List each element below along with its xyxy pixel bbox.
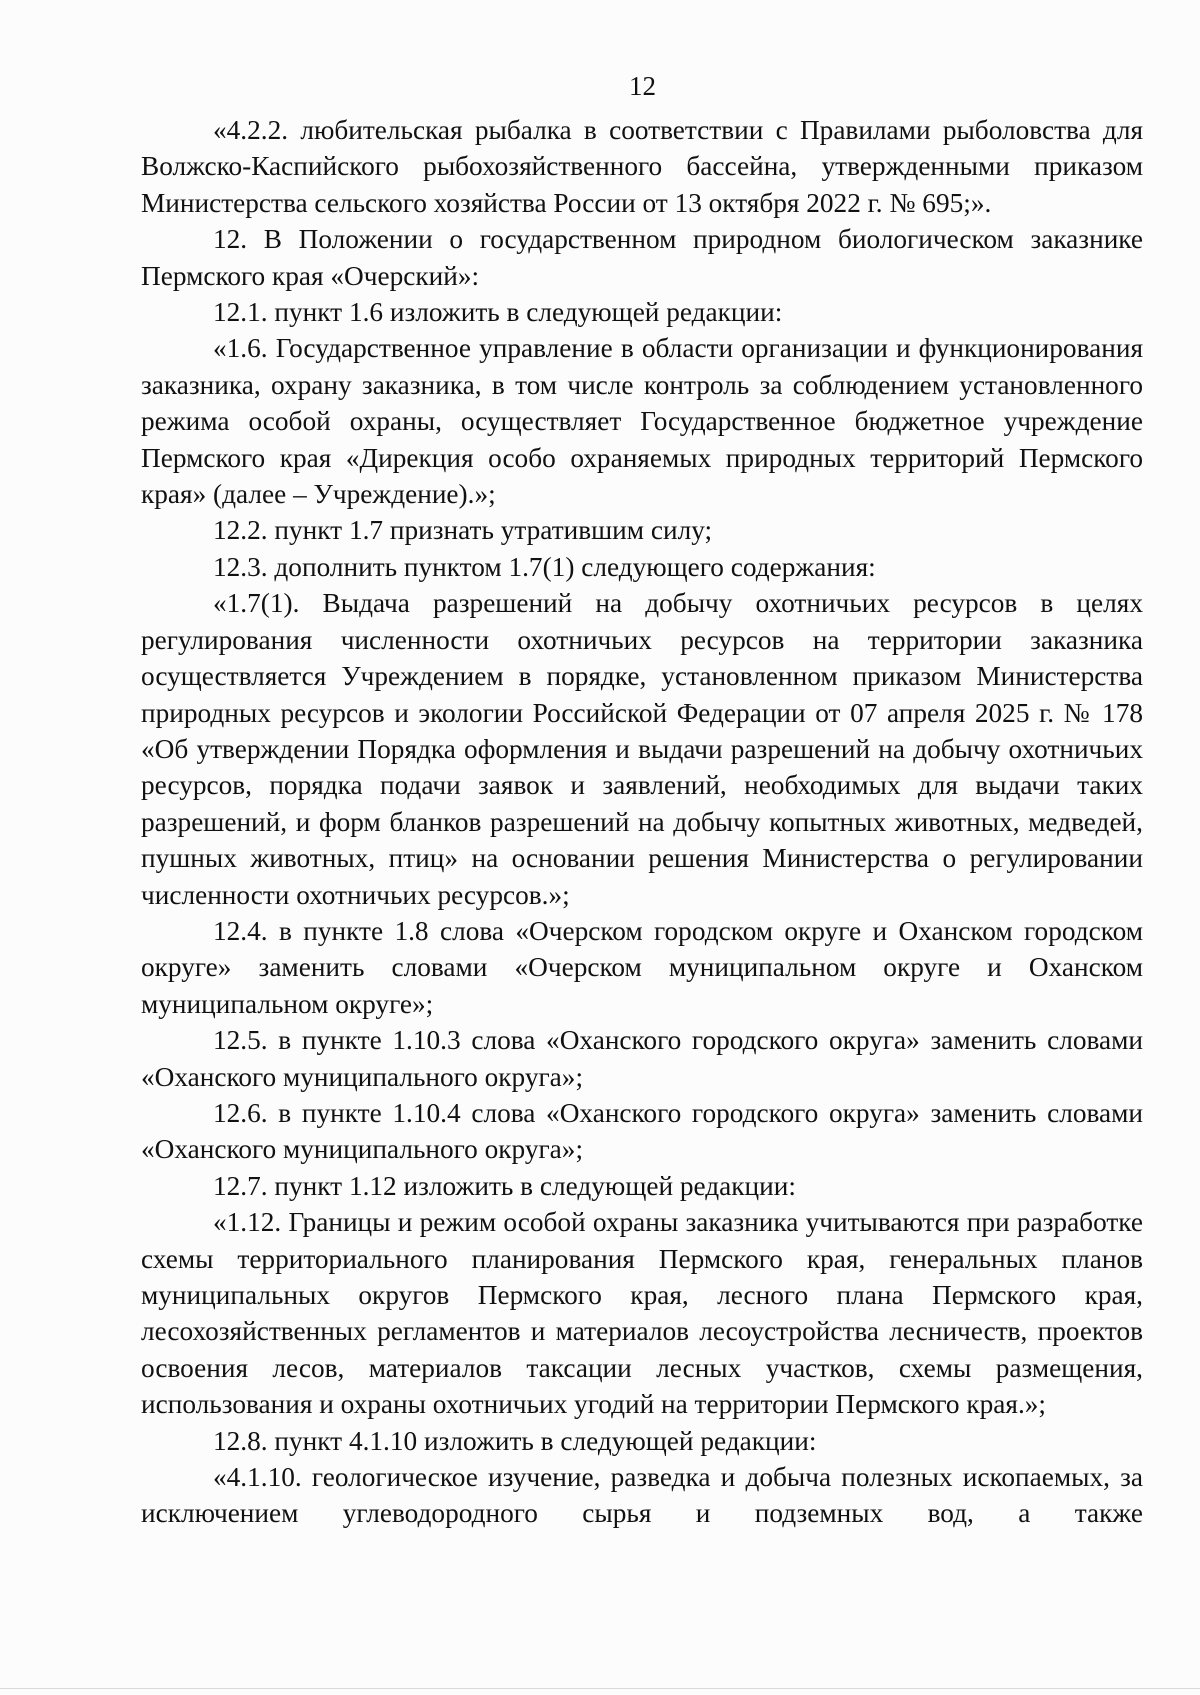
paragraph-4-2-2: «4.2.2. любительская рыбалка в соответствии с Правилами рыболовства для Волжско-Каспийского рыбохозяйственного бассейна, утвержденными приказом Министерства сельского хозяйства России от 13 октября 2022 г. № 695;».: [141, 115, 1143, 218]
paragraph-12-3: 12.3. дополнить пунктом 1.7(1) следующего содержания:: [213, 551, 876, 582]
paragraph-12-2: 12.2. пункт 1.7 признать утратившим силу;: [213, 515, 713, 546]
paragraph-12-6: 12.6. в пункте 1.10.4 слова «Оханского городского округа» заменить словами «Оханского муниципального округа»;: [141, 1097, 1143, 1165]
paragraph-12-5: 12.5. в пункте 1.10.3 слова «Оханского городского округа» заменить словами «Оханского муниципального округа»;: [141, 1025, 1143, 1092]
paragraph-1-7-1-text: «1.7(1). Выдача разрешений на добычу охотничьих ресурсов в целях регулирования численности охотничьих ресурсов на территории заказника осуществляется Учреждением в порядке, установленном приказом Министерства природных ресурсов и экологии Российской Федерации от 07 апреля 2025 г. № 178 «Об утверждении Порядка оформления и выдачи разрешений на добычу охотничьих ресурсов, порядка подачи заявок и заявлений, необходимых для выдачи таких разрешений, и форм бланков разрешений на добычу копытных животных, медведей, пушных животных, птиц» на основании решения Министерства о регулировании численности охотничьих ресурсов.»;: [141, 588, 1143, 910]
document-body: [141, 112, 1143, 1532]
paragraph-1-12-text: «1.12. Границы и режим особой охраны заказника учитываются при разработке схемы территориального планирования Пермского края, генеральных планов муниципальных округов Пермского края, лесного плана Пермского края, лесохозяйственных регламентов и материалов лесоустройства лесничеств, проектов освоения лесов, материалов таксации лесных участков, схемы размещения, использования и охраны охотничьих угодий на территории Пермского края.»;: [141, 1207, 1143, 1420]
page-number: 12: [629, 71, 656, 101]
paragraph-12-header: 12. В Положении о государственном природном биологическом заказнике Пермского края «Очерский»:: [141, 224, 1143, 291]
paragraph-12-8: 12.8. пункт 4.1.10 изложить в следующей редакции:: [213, 1425, 817, 1456]
paragraph-12-4: 12.4. в пункте 1.8 слова «Очерском городском округе и Оханском городском округе» заменить словами «Очерском муниципальном округе и Оханском муниципальном округе»;: [141, 915, 1143, 1019]
paragraph-12-7: 12.7. пункт 1.12 изложить в следующей редакции:: [213, 1170, 796, 1201]
paragraph-12-1: 12.1. пункт 1.6 изложить в следующей редакции:: [213, 297, 783, 328]
scan-edge-divider: [0, 1688, 1200, 1689]
paragraph-4-1-10-text: «4.1.10. геологическое изучение, разведка и добыча полезных ископаемых, за исключением углеводородного сырья и подземных вод, а также: [141, 1462, 1143, 1529]
paragraph-1-6-text: «1.6. Государственное управление в области организации и функционирования заказника, охрану заказника, в том числе контроль за соблюдением установленного режима особой охраны, осуществляет Государственное бюджетное учреждение Пермского края «Дирекция особо охраняемых природных территорий Пермского края» (далее – Учреждение).»;: [141, 333, 1143, 510]
